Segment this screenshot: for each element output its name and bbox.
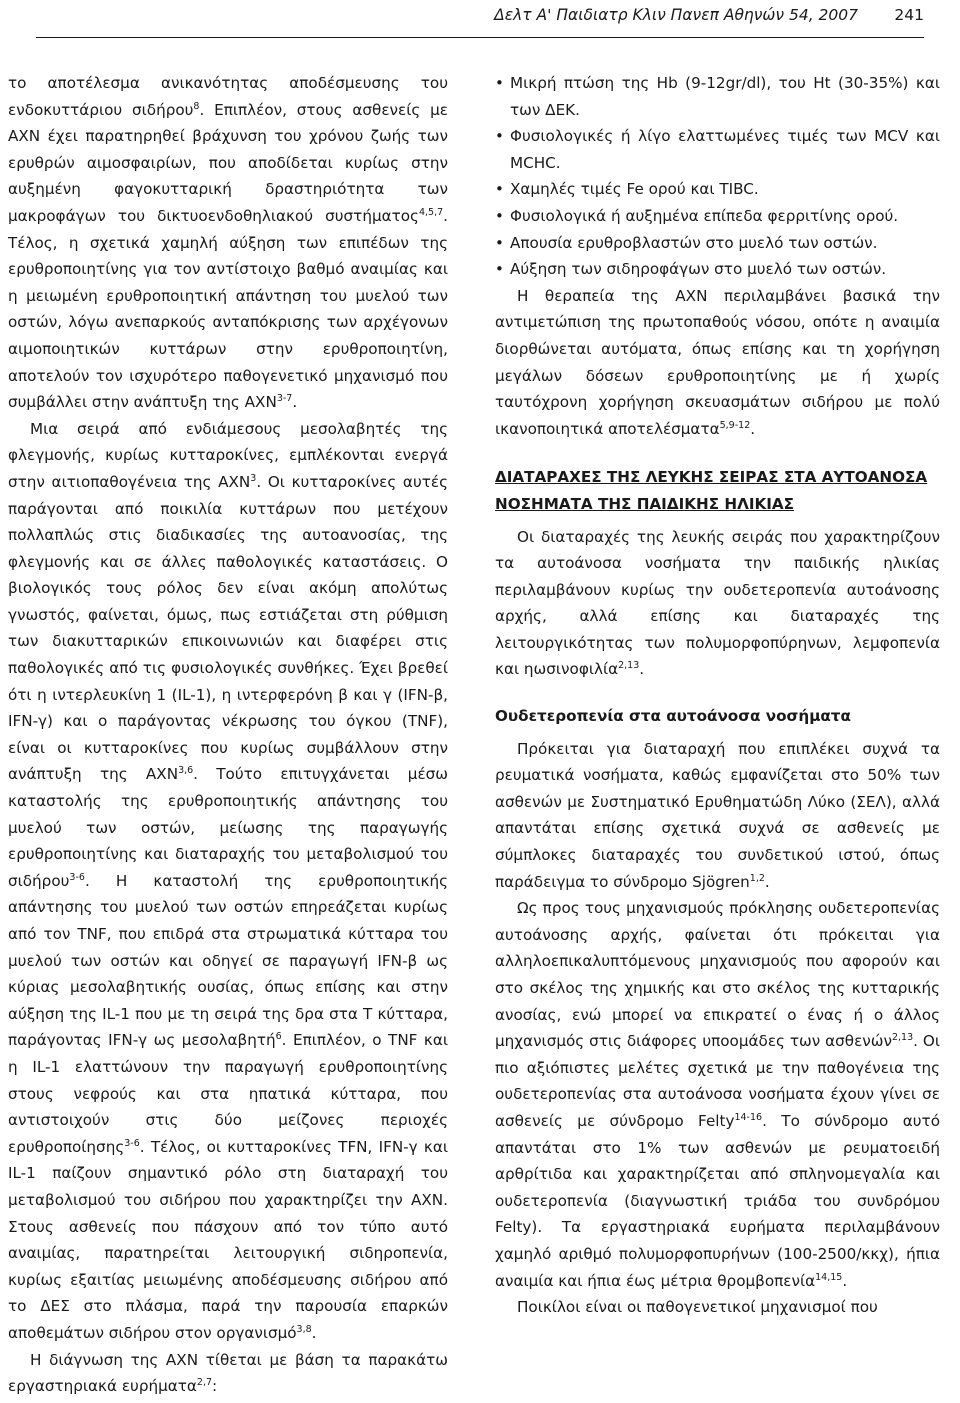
page-number: 241: [894, 6, 924, 24]
paragraph: Ποικίλοι είναι οι παθογενετικοί μηχανισμοί που: [517, 1298, 878, 1317]
citation: 2,13: [618, 660, 640, 672]
citation: 3-6: [124, 1137, 140, 1149]
citation: 4,5,7: [418, 206, 444, 218]
running-header: [36, 0, 924, 38]
paragraph: Πρόκειται για διαταραχή που επιπλέκει συχνά τα ρευματικά νοσήματα, καθώς εμφανίζεται στο 50% των ασθενών με Συστηματικό Ερυθηματώδη Λύκο (ΣΕΛ), αλλά απαντάται επίσης σχετικά συχνά σε ασθενείς με σύμπλοκες διαταραχές του συνδετικού ιστού, όπως παράδειγμα το σύνδρομο Sjögren$^{1,2}$.: [495, 739, 940, 891]
journal-citation: Δελτ Α' Παιδιατρ Κλιν Πανεπ Αθηνών 54, 2007: [494, 6, 858, 24]
list-item: • Μικρή πτώση της Hb (9-12gr/dl), του Ht (30-35%) και των ΔΕΚ.: [495, 70, 940, 123]
citation: 6: [275, 1031, 282, 1043]
citation: 8: [193, 100, 200, 112]
citation: 2,13: [891, 1032, 914, 1044]
citation: 5,9-12: [719, 419, 751, 431]
citation: 2,7: [196, 1377, 213, 1389]
list-item: • Χαμηλές τιμές Fe ορού και TIBC.: [495, 176, 940, 203]
citation: 1,2: [749, 872, 765, 884]
list-item: • Φυσιολογικές ή λίγο ελαττωμένες τιμές των MCV και MCHC.: [495, 123, 940, 176]
paragraph: Οι διαταραχές της λευκής σειράς που χαρακτηρίζουν τα αυτοάνοσα νοσήματα την παιδικής ηλικίας περιλαμβάνουν κυρίως την ουδετεροπενία αυτοάνοσης αρχής, αλλά επίσης και διαταραχές της λειτουργικότητας των πολυμορφοπύρηνων, λεμφοπενία και ηωσινοφιλία$^{2,13}$.: [495, 527, 940, 679]
citation: 3-6: [69, 871, 85, 883]
paragraph: το αποτέλεσμα ανικανότητας αποδέσμευσης του ενδοκυττάριου σιδήρου$^8$. Επιπλέον, στους ασθενείς με ΑΧΝ έχει παρατηρηθεί βράχυνση του χρόνου ζωής των ερυθρών αιμοσφαιρίων, που αποδίδεται κυρίως στην αυξημένη φαγοκυτταρική δραστηριότητα των μακροφάγων του δικτυοενδοθηλιακού συστήματος$^{4,5,7}$. Τέλος, η σχετικά χαμηλή αύξηση των επιπέδων της ερυθροποιητίνης για τον αντίστοιχο βαθμό αναιμίας και η μειωμένη ερυθροποιητική απάντηση του μυελού των οστών, λόγω ανεπαρκούς ανταπόκρισης των αρχέγονων αιμοποιητικών κυττάρων στην ερυθροποιητίνη, αποτελούν τον ισχυρότερο παθογενετικό μηχανισμό που συμβάλλει στην ανάπτυξη της ΑΧΝ$^{3-7}$.: [8, 74, 448, 412]
findings-list: [495, 70, 940, 283]
left-column: [8, 70, 448, 1400]
paragraph: Η διάγνωση της ΑΧΝ τίθεται με βάση τα παρακάτω εργαστηριακά ευρήματα$^{2,7}$:: [8, 1350, 448, 1396]
list-item: • Φυσιολογικά ή αυξημένα επίπεδα φερριτίνης ορού.: [495, 203, 940, 230]
subsection-heading: Ουδετεροπενία στα αυτοάνοσα νοσήματα: [495, 707, 851, 726]
paragraph: Μια σειρά από ενδιάμεσους μεσολαβητές της φλεγμονής, κυρίως κυτταροκίνες, εμπλέκονται ενεργά στην αιτιοπαθογένεια της ΑΧΝ$^3$. Οι κυτταροκίνες αυτές παράγονται από ποικιλία κυττάρων που μετέχουν πολλαπλώς στις διαδικασίες της αυτοανοσίας, της φλεγμονής και σε άλλες παθολογικές καταστάσεις. Ο βιολογικός τους ρόλος δεν είναι ακόμη απολύτως γνωστός, φαίνεται, όμως, πως εστιάζεται στη ρύθμιση των διακυτταρικών επικοινωνιών και διαφέρει στις παθολογικές από τις φυσιολογικές συνθήκες. Έχει βρεθεί ότι η ιντερλευκίνη 1 (IL-1), η ιντερφερόνη β και γ (IFN-β, IFN-γ) και ο παράγοντας νέκρωσης του όγκου (TNF), είναι οι κυτταροκίνες που κυρίως συμβάλλουν στην ανάπτυξη της ΑΧΝ$^{3,6}$. Τούτο επιτυγχάνεται μέσω καταστολής της ερυθροποιητικής απάντησης του μυελού των οστών, μείωσης της παραγωγής ερυθροποιητίνης και διαταραχής του μεταβολισμού του σιδήρου$^{3-6}$. Η καταστολή της ερυθροποιητικής απάντησης του μυελού των οστών επηρεάζεται κυρίως από τον TNF, που επιδρά στα στρωματικά κύτταρα του μυελού των οστών και οδηγεί σε παραγωγή IFN-β ως κύριας μεσολαβητικής ουσίας, όπως επίσης και στην αύξηση της IL-1 που με τη σειρά της δρα στα Τ κύτταρα, παράγοντας IFN-γ ως μεσολαβητή$^6$. Επιπλέον, ο TNF και η IL-1 ελαττώνουν την παραγωγή ερυθροποιητίνης στους νεφρούς και στα ηπατικά κύτταρα, που αντιστοιχούν στις δύο μείζονες περιοχές ερυθροποίησης$^{3-6}$. Τέλος, οι κυτταροκίνες TFN, IFN-γ και IL-1 παίζουν σημαντικό ρόλο στη διαταραχή του μεταβολισμού του σιδήρου που χαρακτηρίζει την ΑΧΝ. Στους ασθενείς που πάσχουν από τον τύπο αυτό αναιμίας, παρατηρείται λειτουργική σιδηροπενία, κυρίως εξαιτίας μειωμένης αποδέσμευσης σιδήρου από το ΔΕΣ στο πλάσμα, παρά την παρουσία επαρκών αποθεμάτων σιδήρου στον οργανισμό$^{3,8}$.: [8, 419, 448, 1342]
paragraph: Η θεραπεία της ΑΧΝ περιλαμβάνει βασικά την αντιμετώπιση της πρωτοπαθούς νόσου, οπότε η αναιμία διορθώνεται αυτόματα, όπως επίσης και τη χορήγηση μεγάλων δόσεων ερυθροποιητίνης με ή χωρίς ταυτόχρονη χορήγηση σκευασμάτων σιδήρου με πολύ ικανοποιητικά αποτελέσματα$^{5,9-12}$.: [495, 286, 940, 438]
section-heading: ΔΙΑΤΑΡΑΧΕΣ ΤΗΣ ΛΕΥΚΗΣ ΣΕΙΡΑΣ ΣΤΑ ΑΥΤΟΑΝΟΣΑ ΝΟΣΗΜΑΤΑ ΤΗΣ ΠΑΙΔΙΚΗΣ ΗΛΙΚΙΑΣ: [495, 468, 928, 513]
citation: 3-7: [276, 393, 293, 405]
citation: 3: [250, 472, 257, 484]
citation: 14-16: [734, 1111, 763, 1123]
list-item: • Απουσία ερυθροβλαστών στο μυελό των οστών.: [495, 230, 940, 257]
paragraph: Ως προς τους μηχανισμούς πρόκλησης ουδετεροπενίας αυτοάνοσης αρχής, φαίνεται ότι πρόκειται για αλληλοεπικαλυπτόμενους μηχανισμούς που αφορούν και στο σκέλος της χημικής και στο σκέλος της κυτταρικής ανοσίας, ενώ μπορεί να επικρατεί ο ένας ή ο άλλος μηχανισμός στις διάφορες υποομάδες των ασθενών$^{2,13}$. Οι πιο αξιόπιστες μελέτες σχετικά με την παθογένεια της ουδετεροπενίας στα αυτοάνοσα νοσήματα έχουν γίνει σε ασθενείς με σύνδρομο Felty$^{14-16}$. Το σύνδρομο αυτό απαντάται στο 1% των ασθενών με ρευματοειδή αρθρίτιδα και χαρακτηρίζεται από σπληνομεγαλία και ουδετεροπενία (διαγνωστική τριάδα του συνδρόμου Felty). Τα εργαστηριακά ευρήματα περιλαμβάνουν χαμηλό αριθμό πολυμορφοπυρήνων (100-2500/κκχ), ήπια αναιμία και ήπια έως μέτρια θρομβοπενία$^{14,15}$.: [495, 899, 940, 1290]
right-column: [495, 70, 940, 1321]
citation: 3,6: [178, 765, 194, 777]
citation: 14,15: [815, 1271, 843, 1283]
list-item: • Αύξηση των σιδηροφάγων στο μυελό των οστών.: [495, 256, 940, 283]
citation: 3,8: [296, 1323, 312, 1335]
